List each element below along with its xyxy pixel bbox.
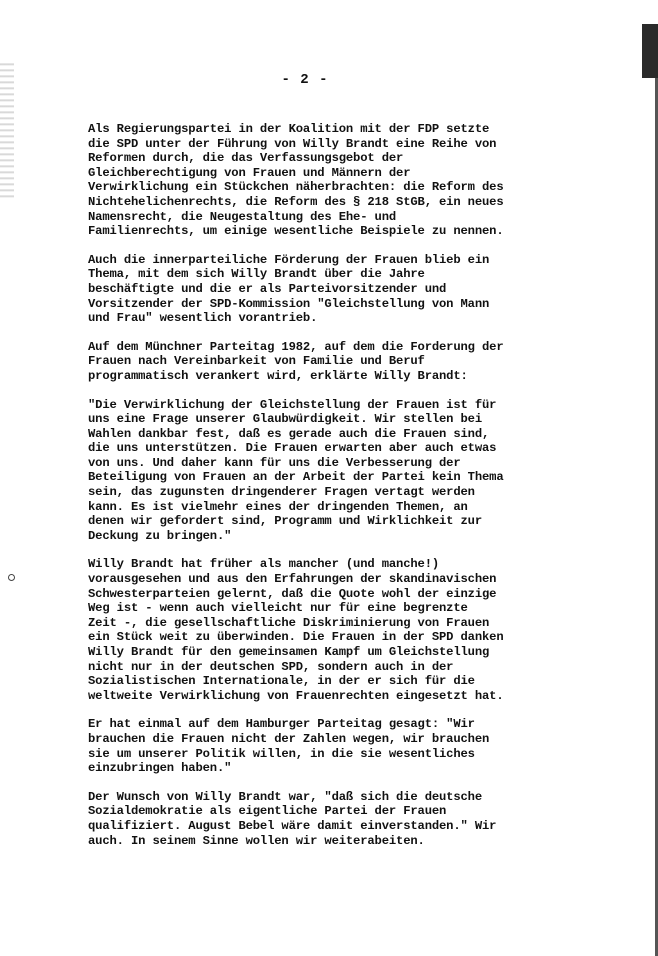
text-line: Verwirklichung ein Stückchen näherbrachten: die Reform des	[88, 180, 504, 195]
text-line: Gleichberechtigung von Frauen und Männern der	[88, 165, 411, 180]
text-line: Auch die innerparteiliche Förderung der Frauen blieb ein	[88, 252, 490, 267]
text-line: Nichtehelichenrechts, die Reform des § 218 StGB, ein neues	[88, 194, 504, 209]
text-line: Deckung zu bringen."	[88, 528, 232, 543]
text-line: ein Stück weit zu überwinden. Die Frauen in der SPD danken	[88, 630, 504, 645]
text-line: Zeit -, die gesellschaftliche Diskriminierung von Frauen	[88, 615, 490, 630]
paragraph	[88, 790, 530, 848]
text-line: Vorsitzender der SPD-Kommission "Gleichstellung von Mann	[88, 296, 490, 311]
paragraph	[88, 398, 530, 544]
text-line: Thema, mit dem sich Willy Brandt über die Jahre	[88, 267, 425, 282]
paragraph	[88, 717, 530, 775]
text-line: einzubringen haben."	[88, 761, 232, 776]
text-line: Er hat einmal auf dem Hamburger Parteitag gesagt: "Wir	[88, 717, 475, 732]
punch-hole-mark	[8, 574, 15, 581]
page-number: - 2 -	[281, 72, 329, 88]
text-line: beschäftigte und die er als Parteivorsitzender und	[88, 281, 447, 296]
text-line: und Frau" wesentlich vorantrieb.	[88, 311, 318, 326]
document-body	[88, 122, 530, 862]
text-line: Frauen nach Vereinbarkeit von Familie und Beruf	[88, 354, 425, 369]
text-line: qualifiziert. August Bebel wäre damit einverstanden." Wir	[88, 818, 497, 833]
text-line: die uns unterstützen. Die Frauen erwarten aber auch etwas	[88, 441, 497, 456]
paragraph	[88, 557, 530, 703]
text-line: programmatisch verankert wird, erklärte Willy Brandt:	[88, 368, 468, 383]
text-line: sie um unserer Politik willen, in die sie wesentliches	[88, 746, 475, 761]
text-line: Sozialistischen Internationale, in der er sich für die	[88, 674, 475, 689]
text-line: Wahlen dankbar fest, daß es gerade auch die Frauen sind,	[88, 426, 490, 441]
paragraph	[88, 122, 530, 239]
scan-edge-mark	[642, 24, 658, 78]
text-line: Sozialdemokratie als eigentliche Partei der Frauen	[88, 804, 447, 819]
text-line: Auf dem Münchner Parteitag 1982, auf dem die Forderung der	[88, 339, 504, 354]
text-line: Willy Brandt für den gemeinsamen Kampf um Gleichstellung	[88, 645, 490, 659]
text-line: uns eine Frage unserer Glaubwürdigkeit. Wir stellen bei	[88, 412, 483, 427]
text-line: Reformen durch, die das Verfassungsgebot der	[88, 151, 404, 166]
text-line: vorausgesehen und aus den Erfahrungen der skandinavischen	[88, 572, 497, 587]
text-line: "Die Verwirklichung der Gleichstellung der Frauen ist für	[88, 397, 497, 412]
text-line: Familienrechts, um einige wesentliche Beispiele zu nennen.	[88, 224, 504, 239]
text-line: von uns. Und daher kann für uns die Verbesserung der	[88, 455, 461, 470]
text-line: denen wir gefordert sind, Programm und Wirklichkeit zur	[88, 514, 483, 529]
text-line: nicht nur in der deutschen SPD, sondern auch in der	[88, 659, 454, 674]
text-line: weltweite Verwirklichung von Frauenrechten eingesetzt hat.	[88, 688, 504, 703]
text-line: Weg ist - wenn auch vielleicht nur für eine begrenzte	[88, 601, 468, 616]
text-line: sein, das zugunsten dringenderer Fragen vertagt werden	[88, 485, 475, 500]
text-line: Willy Brandt hat früher als mancher (und manche!)	[88, 557, 440, 572]
text-line: auch. In seinem Sinne wollen wir weiterabeiten.	[88, 833, 425, 848]
text-line: Schwesterparteien gelernt, daß die Quote wohl der einzige	[88, 586, 497, 601]
text-line: Der Wunsch von Willy Brandt war, "daß sich die deutsche	[88, 789, 483, 804]
text-line: brauchen die Frauen nicht der Zahlen wegen, wir brauchen	[88, 731, 490, 746]
text-line: die SPD unter der Führung von Willy Brandt eine Reihe von	[88, 136, 497, 151]
text-line: Namensrecht, die Neugestaltung des Ehe- und	[88, 209, 397, 224]
text-line: Beteiligung von Frauen an der Arbeit der Partei kein Thema	[88, 470, 504, 485]
paragraph	[88, 253, 530, 326]
text-line: Als Regierungspartei in der Koalition mit der FDP setzte	[88, 122, 490, 136]
text-line: kann. Es ist vielmehr eines der dringenden Themen, an	[88, 499, 468, 514]
paragraph	[88, 340, 530, 384]
